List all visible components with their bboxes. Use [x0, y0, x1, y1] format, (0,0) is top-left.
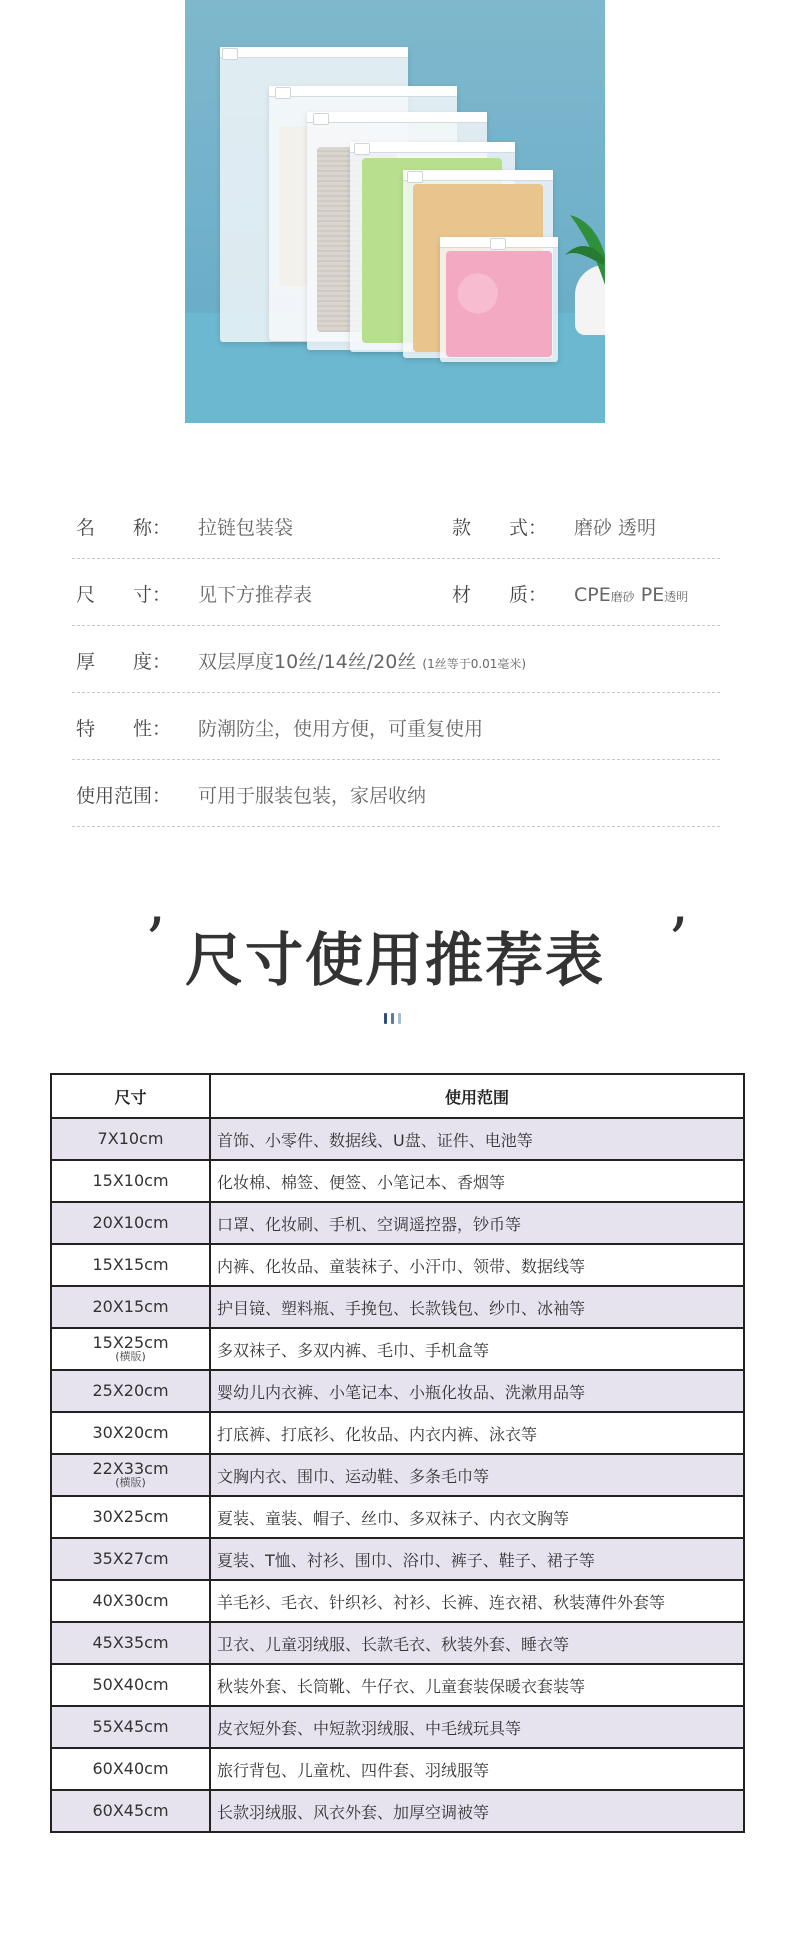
size-cell — [51, 1286, 210, 1328]
spec-value-thickness — [198, 632, 526, 692]
size-text: 20X15cm — [92, 1297, 169, 1316]
size-cell — [51, 1748, 210, 1790]
material-pe: PE — [634, 584, 665, 606]
material-cpe: CPE — [574, 584, 611, 606]
usage-cell: 打底裤、打底衫、化妆品、内衣内裤、泳衣等 — [210, 1412, 744, 1454]
usage-cell: 护目镜、塑料瓶、手挽包、长款钱包、纱巾、冰袖等 — [210, 1286, 744, 1328]
size-text: 20X10cm — [92, 1213, 169, 1232]
size-text: 60X40cm — [92, 1759, 169, 1778]
table-row — [51, 1202, 744, 1244]
table-row — [51, 1580, 744, 1622]
usage-cell: 长款羽绒服、风衣外套、加厚空调被等 — [210, 1790, 744, 1832]
table-row — [51, 1370, 744, 1412]
table-row — [51, 1118, 744, 1160]
table-row — [51, 1790, 744, 1832]
spec-value-name: 拉链包装袋 — [198, 517, 294, 539]
size-note: (横版) — [115, 1350, 146, 1363]
size-text: 15X10cm — [92, 1171, 169, 1190]
section-title-row — [0, 905, 790, 995]
section-title: 尺寸使用推荐表 — [184, 926, 605, 994]
product-photo — [185, 0, 605, 423]
table-header-row — [51, 1074, 744, 1118]
spec-row-thickness — [72, 632, 720, 693]
table-row — [51, 1538, 744, 1580]
size-cell — [51, 1370, 210, 1412]
usage-cell: 多双袜子、多双内裤、毛巾、手机盒等 — [210, 1328, 744, 1370]
size-cell — [51, 1538, 210, 1580]
usage-cell: 羊毛衫、毛衣、针织衫、衬衫、长裤、连衣裙、秋装薄件外套等 — [210, 1580, 744, 1622]
spec-row-usage — [72, 766, 720, 827]
bag-xxs — [440, 237, 558, 362]
spec-value-style: 磨砂 透明 — [574, 517, 657, 539]
spec-label-thickness: 厚 度： — [76, 651, 172, 673]
size-text: 15X25cm — [92, 1333, 169, 1352]
thickness-note: (1丝等于0.01毫米) — [422, 657, 527, 671]
header-usage: 使用范围 — [210, 1074, 744, 1118]
size-text: 22X33cm — [92, 1459, 169, 1478]
usage-cell: 首饰、小零件、数据线、U盘、证件、电池等 — [210, 1118, 744, 1160]
table-row — [51, 1454, 744, 1496]
size-cell — [51, 1664, 210, 1706]
usage-cell: 文胸内衣、围巾、运动鞋、多条毛巾等 — [210, 1454, 744, 1496]
size-cell — [51, 1790, 210, 1832]
table-row — [51, 1244, 744, 1286]
usage-cell: 旅行背包、儿童枕、四件套、羽绒服等 — [210, 1748, 744, 1790]
spec-label-size: 尺 寸： — [76, 584, 172, 606]
size-text: 30X20cm — [92, 1423, 169, 1442]
table-row — [51, 1496, 744, 1538]
size-text: 60X45cm — [92, 1801, 169, 1820]
size-text: 45X35cm — [92, 1633, 169, 1652]
size-text: 15X15cm — [92, 1255, 169, 1274]
usage-cell: 口罩、化妆刷、手机、空调遥控器，钞币等 — [210, 1202, 744, 1244]
spec-value-usage: 可用于服装包装，家居收纳 — [198, 785, 427, 807]
size-text: 7X10cm — [97, 1129, 164, 1148]
size-cell — [51, 1118, 210, 1160]
table-row — [51, 1328, 744, 1370]
spec-label-usage: 使用范围： — [76, 785, 172, 807]
title-divider-icon — [384, 1009, 405, 1021]
size-text: 50X40cm — [92, 1675, 169, 1694]
usage-cell: 夏装、T恤、衬衫、围巾、浴巾、裤子、鞋子、裙子等 — [210, 1538, 744, 1580]
size-cell — [51, 1244, 210, 1286]
spec-row-feature — [72, 699, 720, 760]
usage-cell: 内裤、化妆品、童装袜子、小汗巾、领带、数据线等 — [210, 1244, 744, 1286]
size-text: 30X25cm — [92, 1507, 169, 1526]
plant-icon — [565, 195, 605, 285]
size-cell — [51, 1622, 210, 1664]
spec-value-material — [574, 565, 688, 625]
size-cell — [51, 1160, 210, 1202]
spec-row-name — [72, 498, 720, 559]
table-row — [51, 1706, 744, 1748]
quote-left: ’ — [145, 905, 166, 979]
usage-cell: 夏装、童装、帽子、丝巾、多双袜子、内衣文胸等 — [210, 1496, 744, 1538]
spec-label-material: 材 质： — [452, 584, 548, 606]
table-body — [51, 1118, 744, 1832]
table-row — [51, 1412, 744, 1454]
size-table — [50, 1073, 745, 1833]
usage-cell: 秋装外套、长筒靴、牛仔衣、儿童套装保暖衣套装等 — [210, 1664, 744, 1706]
size-note: (横版) — [115, 1476, 146, 1489]
size-cell — [51, 1496, 210, 1538]
spec-label-style: 款 式： — [452, 517, 548, 539]
size-text: 35X27cm — [92, 1549, 169, 1568]
header-size: 尺寸 — [51, 1074, 210, 1118]
quote-right: ’ — [668, 905, 689, 979]
spec-label-name: 名 称： — [76, 517, 172, 539]
usage-cell: 化妆棉、棉签、便签、小笔记本、香烟等 — [210, 1160, 744, 1202]
usage-cell: 卫衣、儿童羽绒服、长款毛衣、秋装外套、睡衣等 — [210, 1622, 744, 1664]
thickness-value: 双层厚度10丝/14丝/20丝 — [198, 651, 417, 673]
size-text: 55X45cm — [92, 1717, 169, 1736]
size-cell — [51, 1706, 210, 1748]
size-cell — [51, 1412, 210, 1454]
size-text: 40X30cm — [92, 1591, 169, 1610]
size-cell — [51, 1454, 210, 1496]
spec-value-feature: 防潮防尘，使用方便，可重复使用 — [198, 718, 484, 740]
spec-value-size: 见下方推荐表 — [198, 584, 313, 606]
size-text: 25X20cm — [92, 1381, 169, 1400]
usage-cell: 皮衣短外套、中短款羽绒服、中毛绒玩具等 — [210, 1706, 744, 1748]
size-cell — [51, 1328, 210, 1370]
table-row — [51, 1160, 744, 1202]
size-cell — [51, 1202, 210, 1244]
spec-label-feature: 特 性： — [76, 718, 172, 740]
size-cell — [51, 1580, 210, 1622]
material-pe-note: 透明 — [664, 590, 689, 604]
spec-row-size — [72, 565, 720, 626]
table-row — [51, 1622, 744, 1664]
table-row — [51, 1664, 744, 1706]
material-cpe-note: 磨砂 — [610, 590, 635, 604]
table-row — [51, 1748, 744, 1790]
table-row — [51, 1286, 744, 1328]
usage-cell: 婴幼儿内衣裤、小笔记本、小瓶化妆品、洗漱用品等 — [210, 1370, 744, 1412]
